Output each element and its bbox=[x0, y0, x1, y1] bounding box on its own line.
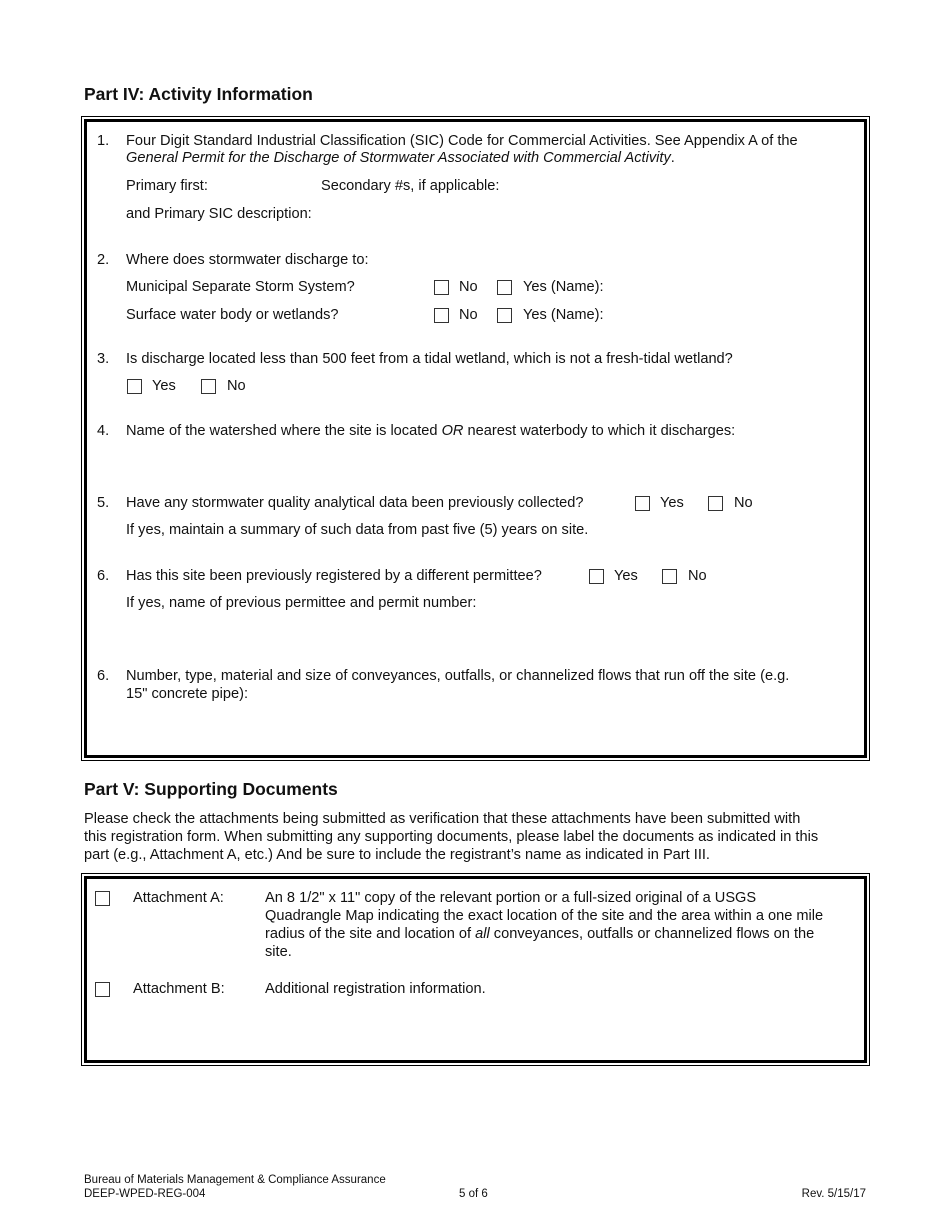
q3-yes-label: Yes bbox=[152, 378, 176, 394]
footer-revision: Rev. 5/15/17 bbox=[801, 1188, 866, 1200]
sic-description-label: and Primary SIC description: bbox=[126, 206, 312, 222]
attachment-a-label: Attachment A: bbox=[133, 890, 224, 906]
q5-no-label: No bbox=[734, 495, 753, 511]
attachment-a-checkbox[interactable] bbox=[95, 891, 110, 906]
secondary-sic-label: Secondary #s, if applicable: bbox=[321, 178, 500, 194]
q5-text: Have any stormwater quality analytical data been previously collected? bbox=[126, 495, 584, 511]
q5-note: If yes, maintain a summary of such data from past five (5) years on site. bbox=[126, 522, 589, 538]
q1-number: 1. bbox=[97, 133, 110, 149]
q4-number: 4. bbox=[97, 423, 110, 439]
permit-title: General Permit for the Discharge of Stormwater Associated with Commercial Activity bbox=[126, 150, 671, 166]
q4-text-a: Name of the watershed where the site is located bbox=[126, 423, 442, 439]
part5-title: Part V: Supporting Documents bbox=[84, 779, 338, 799]
part4-title: Part IV: Activity Information bbox=[84, 84, 313, 104]
desc-3-all: all bbox=[475, 926, 490, 942]
q1-text-line2 bbox=[126, 149, 675, 167]
q7-text-line2: 15" concrete pipe): bbox=[126, 686, 249, 702]
attachment-a-desc-1: An 8 1/2" x 11" copy of the relevant portion or a full-sized original of a USGS bbox=[265, 890, 757, 906]
q7-text: Number, type, material and size of conveyances, outfalls, or channelized flows that run off the site (e.g. bbox=[126, 668, 790, 684]
attachment-a-desc-2: Quadrangle Map indicating the exact location of the site and the area within a one mile bbox=[265, 908, 824, 924]
q3-no-label: No bbox=[227, 378, 246, 394]
q5-yes-checkbox[interactable] bbox=[635, 496, 650, 511]
surface-water-label: Surface water body or wetlands? bbox=[126, 307, 339, 323]
q5-number: 5. bbox=[97, 495, 110, 511]
ms4-no-label: No bbox=[459, 279, 478, 295]
surface-no-checkbox[interactable] bbox=[434, 308, 449, 323]
q2-number: 2. bbox=[97, 252, 110, 268]
part5-intro-2: this registration form. When submitting any supporting documents, please label the documents as indicated in this bbox=[84, 829, 819, 845]
desc-3b: conveyances, outfalls or channelized flows on the bbox=[489, 926, 815, 942]
attachment-a-desc-3 bbox=[265, 925, 814, 943]
attachment-b-desc: Additional registration information. bbox=[265, 981, 486, 997]
q6-note: If yes, name of previous permittee and permit number: bbox=[126, 595, 477, 611]
q5-yes-label: Yes bbox=[660, 495, 684, 511]
surface-yes-checkbox[interactable] bbox=[497, 308, 512, 323]
part5-intro-1: Please check the attachments being submitted as verification that these attachments have been submitted with bbox=[84, 811, 801, 827]
q2-text: Where does stormwater discharge to: bbox=[126, 252, 369, 268]
q6-text: Has this site been previously registered by a different permittee? bbox=[126, 568, 542, 584]
q4-or: OR bbox=[441, 423, 464, 439]
footer-page-number: 5 of 6 bbox=[459, 1188, 488, 1200]
q6-number: 6. bbox=[97, 568, 110, 584]
q3-text: Is discharge located less than 500 feet from a tidal wetland, which is not a fresh-tidal wetland? bbox=[126, 351, 733, 367]
ms4-yes-checkbox[interactable] bbox=[497, 280, 512, 295]
ms4-label: Municipal Separate Storm System? bbox=[126, 279, 355, 295]
q3-no-checkbox[interactable] bbox=[201, 379, 216, 394]
q6-yes-label: Yes bbox=[614, 568, 638, 584]
q4-text bbox=[126, 422, 735, 440]
attachment-b-label: Attachment B: bbox=[133, 981, 225, 997]
footer-bureau: Bureau of Materials Management & Compliance Assurance bbox=[84, 1174, 386, 1186]
q3-number: 3. bbox=[97, 351, 110, 367]
part5-intro-3: part (e.g., Attachment A, etc.) And be sure to include the registrant’s name as indicated in Part III. bbox=[84, 847, 710, 863]
q6-no-checkbox[interactable] bbox=[662, 569, 677, 584]
ms4-yes-label: Yes (Name): bbox=[523, 279, 604, 295]
q7-number: 6. bbox=[97, 668, 110, 684]
surface-yes-label: Yes (Name): bbox=[523, 307, 604, 323]
q3-yes-checkbox[interactable] bbox=[127, 379, 142, 394]
primary-sic-label: Primary first: bbox=[126, 178, 208, 194]
surface-no-label: No bbox=[459, 307, 478, 323]
attachment-a-desc-4: site. bbox=[265, 944, 292, 960]
footer-form-number: DEEP-WPED-REG-004 bbox=[84, 1188, 206, 1200]
desc-3a: radius of the site and location of bbox=[265, 926, 476, 942]
attachment-b-checkbox[interactable] bbox=[95, 982, 110, 997]
q6-no-label: No bbox=[688, 568, 707, 584]
q4-text-b: nearest waterbody to which it discharges: bbox=[463, 423, 736, 439]
ms4-no-checkbox[interactable] bbox=[434, 280, 449, 295]
q1-period: . bbox=[670, 150, 675, 166]
q1-text: Four Digit Standard Industrial Classification (SIC) Code for Commercial Activities. See Appendix A of the bbox=[126, 133, 798, 149]
q5-no-checkbox[interactable] bbox=[708, 496, 723, 511]
q6-yes-checkbox[interactable] bbox=[589, 569, 604, 584]
